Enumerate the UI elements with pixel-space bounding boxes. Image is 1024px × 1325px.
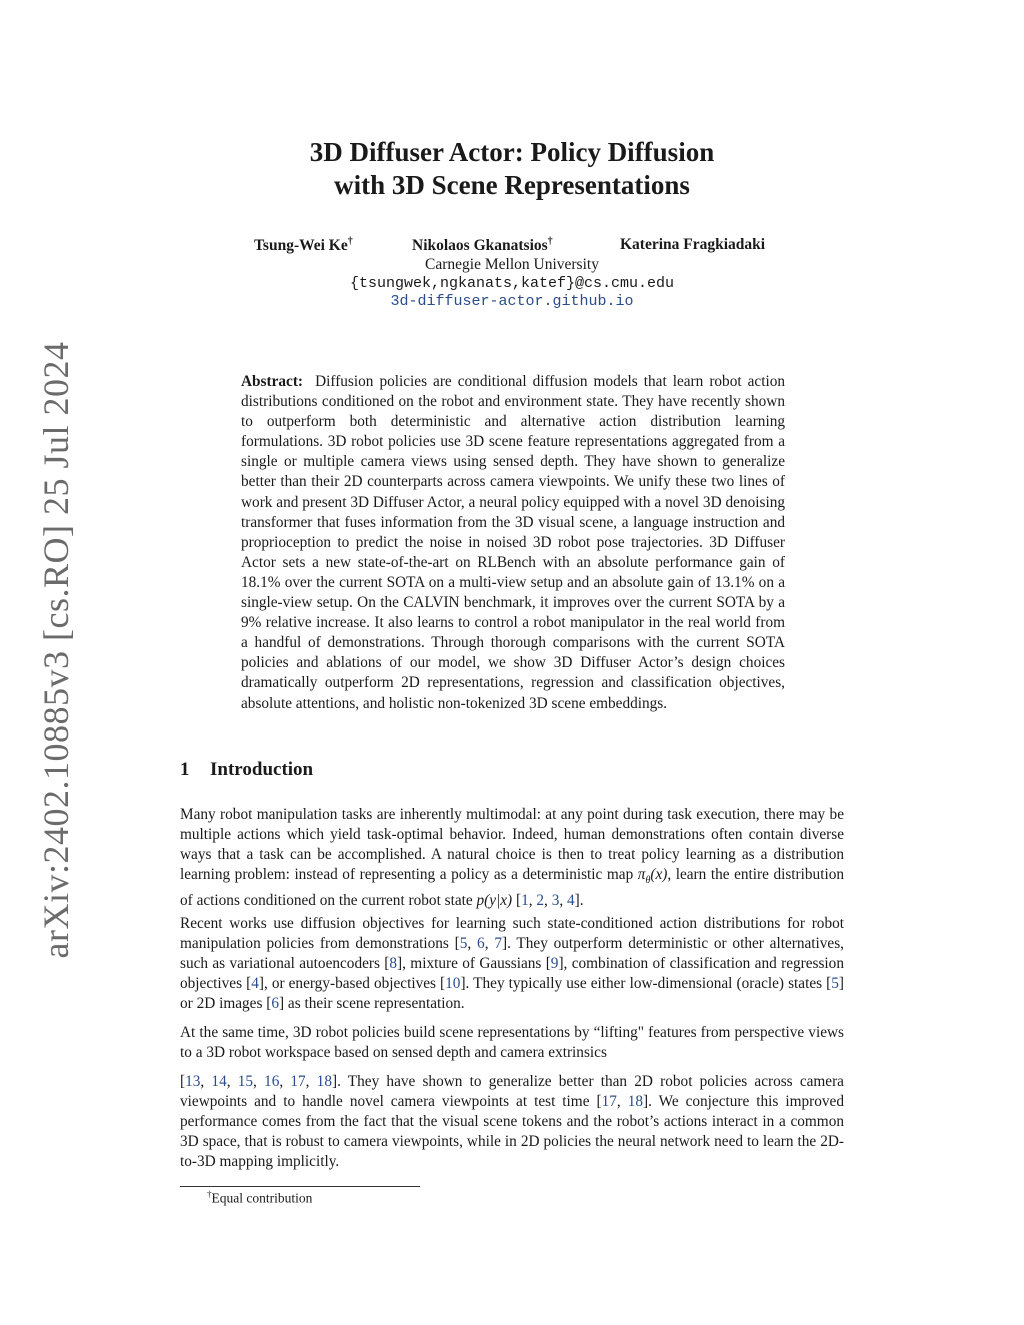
citation-link[interactable]: 4: [251, 975, 259, 992]
section-title: Introduction: [210, 759, 314, 780]
citation-link[interactable]: 17: [601, 1093, 617, 1110]
citation-link[interactable]: 6: [477, 935, 485, 952]
citation-link[interactable]: 2: [536, 892, 545, 910]
citation-link[interactable]: 15: [237, 1073, 254, 1090]
project-url-link[interactable]: 3d-diffuser-actor.github.io: [390, 293, 634, 310]
footnote: [207, 1189, 312, 1207]
citation-link[interactable]: 3: [551, 892, 560, 910]
citation-link[interactable]: 18: [316, 1073, 332, 1090]
section-number: 1: [180, 759, 190, 780]
author-emails: {tsungwek,ngkanats,katef}@cs.cmu.edu: [349, 275, 675, 292]
intro-paragraph-2: Recent works use diffusion objectives for learning such state-conditioned action distributions for robot manipulation policies from demonstrations [5, 6, 7]. They outperform deterministic or other alternatives, such as variational autoencoders [8], mixture of Gaussians [9], combination of classification and regression objectives [4], or energy-based objectives [10]. They typically use either low-dimensional (oracle) states [5] or 2D images [6] as their scene representation.: [180, 915, 845, 1012]
citation-link[interactable]: 8: [389, 955, 398, 972]
citation-link[interactable]: 13: [185, 1073, 201, 1090]
citation-link[interactable]: 9: [550, 955, 559, 972]
author-1: Tsung-Wei Ke†: [254, 236, 353, 255]
citation-link[interactable]: 5: [459, 935, 468, 952]
citation-link[interactable]: 5: [831, 975, 839, 992]
abstract-label: Abstract:: [241, 373, 304, 390]
footnote-divider: [180, 1186, 420, 1187]
arxiv-identifier-stamp: arXiv:2402.10885v3 [cs.RO] 25 Jul 2024: [36, 341, 76, 959]
footnote-text: Equal contribution: [211, 1190, 313, 1206]
citation-link[interactable]: 4: [567, 892, 575, 910]
citation-link[interactable]: 18: [627, 1093, 643, 1110]
abstract: [241, 372, 785, 714]
footnote-mark: †: [207, 1189, 212, 1199]
citation-link[interactable]: 16: [264, 1073, 280, 1090]
intro-paragraph-1: Many robot manipulation tasks are inherently multimodal: at any point during task execution, there may be multiple actions which yield task-optimal behavior. Indeed, human demonstrations often contain diverse ways that a task can be accomplished. A natural choice is then to treat policy learning as a distribution learning problem: instead of representing a policy as a deterministic map $\pi_\theta(x)$, learn the entire distribution of actions conditioned on the current robot state p(y|x) [1, 2, 3, 4].: [180, 806, 844, 910]
paper-title: [0, 136, 1024, 202]
citation-link[interactable]: 10: [445, 975, 461, 992]
paper-title-line-2: with 3D Scene Representations: [334, 170, 690, 200]
citation-link[interactable]: 1: [521, 892, 529, 910]
intro-paragraph-3: At the same time, 3D robot policies build scene representations by “lifting" features from perspective views to a 3D robot workspace based on sensed depth and camera extrinsics: [180, 1024, 844, 1061]
section-heading-introduction: [180, 759, 313, 781]
abstract-text: Diffusion policies are conditional diffusion models that learn robot action distributions conditioned on the robot and environment state. They have recently shown to outperform both deterministic and alternative action distribution learning formulations. 3D robot policies use 3D scene feature representations aggregated from a single or multiple camera views using sensed depth. They have shown to generalize better than their 2D counterparts across camera viewpoints. We unify these two lines of work and present 3D Diffuser Actor, a neural policy equipped with a novel 3D denoising transformer that fuses information from the 3D visual scene, a language instruction and proprioception to predict the noise in noised 3D robot pose trajectories. 3D Diffuser Actor sets a new state-of-the-art on RLBench with an absolute performance gain of 18.1% over the current SOTA on a multi-view setup and an absolute gain of 13.1% on a single-view setup. On the CALVIN benchmark, it improves over the current SOTA by a 9% relative increase. It also learns to control a robot manipulator in the real world from a handful of demonstrations. Through thorough comparisons with the current SOTA policies and ablations of our model, we show 3D Diffuser Actor’s design choices dramatically outperform 2D representations, regression and classification objectives, absolute attentions, and holistic non-tokenized 3D scene embeddings.: [241, 373, 785, 712]
author-2: Nikolaos Gkanatsios†: [412, 236, 553, 255]
citation-link[interactable]: 6: [271, 995, 279, 1012]
author-3: Katerina Fragkiadaki: [620, 236, 766, 253]
citation-link[interactable]: 14: [211, 1073, 227, 1090]
paper-title-line-1: 3D Diffuser Actor: Policy Diffusion: [309, 137, 715, 167]
citation-link[interactable]: 17: [290, 1073, 306, 1090]
affiliation: Carnegie Mellon University: [425, 256, 599, 273]
citation-link[interactable]: 7: [494, 935, 502, 952]
intro-paragraph-4: [13, 14, 15, 16, 17, 18]. They have shown to generalize better than 2D robot policies across camera viewpoints and to handle novel camera viewpoints at test time [17, 18]. We conjecture this improved performance comes from the fact that the visual scene tokens and the robot’s actions interact in a common 3D space, that is robust to camera viewpoints, while in 2D policies the neural network need to learn the 2D-to-3D mapping implicitly.: [180, 1073, 844, 1170]
